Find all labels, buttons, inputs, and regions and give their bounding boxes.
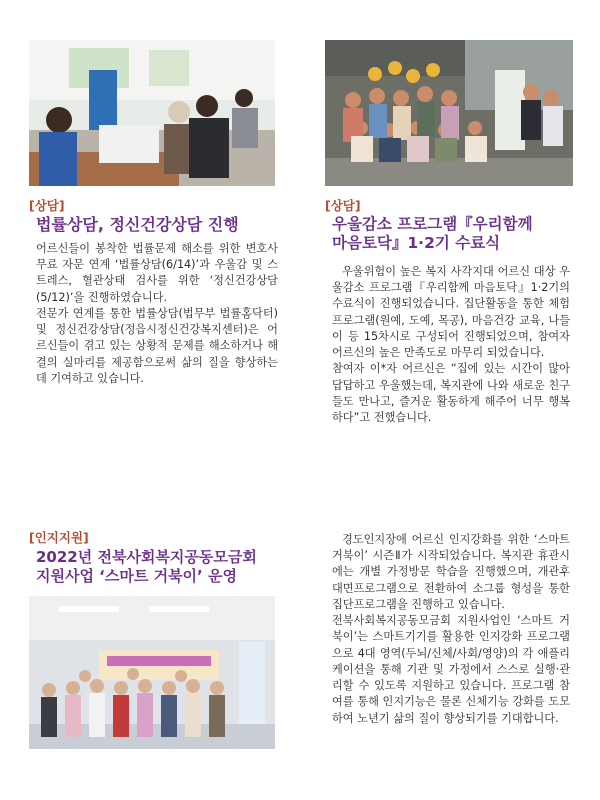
section4-paragraph: 전북사회복지공동모금회 지원사업인 ‘스마트 거북이’는 스마트기기를 활용한 인지강화 프로그램으로 4대 영역(두뇌/신체/사회/영양)의 각 애플리케이션을 통해 기관 및 가정에서 스스로 실행·관리할 수 있도록 지원하고 있습니다. 프로그램 참여를 통해 인지기능은 물론 신체기능 강화를 도모하여 노년기 삶의 질이 향상되기를 기대합니다. bbox=[332, 614, 570, 725]
section1-paragraph: 어르신들이 봉착한 법률문제 해소를 위한 변호사 무료 자문 연계 ‘법률상담(6/14)’과 우울감 및 스트레스, 혈관상태 검사를 위한 ‘정신건강상담(5/12)’을 진행하였습니다. bbox=[36, 242, 278, 304]
section1-paragraph: 전문가 연계를 통한 법률상담(법무부 법률홈닥터) 및 정신건강상담(정읍시정신건강복지센터)은 어르신들이 겪고 있는 상황적 문제를 해소하거나 해결의 실마리를 제공함으로써 삶의 질을 향상하는데 기여하고 있습니다. bbox=[36, 306, 278, 385]
section3-category: [인지지원] bbox=[29, 530, 89, 545]
section1-title: 법률상담, 정신건강상담 진행 bbox=[36, 215, 239, 234]
section2-body bbox=[332, 264, 570, 426]
section1-category: [상담] bbox=[29, 198, 65, 213]
section2-paragraph: 우울위험이 높은 복지 사각지대 어르신 대상 우울감소 프로그램『우리함께 마음토닥』1·2기의 수료식이 진행되었습니다. 집단활동을 통한 체험프로그램(원예, 도예, 목공), 마음건강 교육, 나들이 등 15차시로 구성되어 진행되었으며, 참여자 어르신의 높은 만족도로 마무리 되었습니다. bbox=[332, 265, 570, 360]
section2-category: [상담] bbox=[325, 198, 361, 213]
section4-body bbox=[332, 532, 570, 727]
section3-title: 2022년 전북사회복지공동모금회 지원사업 ‘스마트 거북이’ 운영 bbox=[36, 548, 257, 585]
section2-title: 우울감소 프로그램『우리함께 마음토닥』1·2기 수료식 bbox=[332, 215, 533, 253]
photo-counseling bbox=[29, 40, 275, 186]
photo-group-completion bbox=[325, 40, 573, 186]
section2-paragraph: 참여자 이*자 어르신은 “집에 있는 시간이 많아 답답하고 우울했는데, 복지관에 나와 새로운 친구들도 만나고, 즐거운 활동하게 해주어 너무 행복하다”고 전했습니다. bbox=[332, 362, 570, 425]
photo-smart-turtle-group bbox=[29, 596, 275, 749]
section4-paragraph: 경도인지장애 어르신 인지강화를 위한 ‘스마트 거북이’ 시즌Ⅱ가 시작되었습니다. 복지관 휴관시에는 개별 가정방문 학습을 진행했으며, 개관후 대면프로그램으로 전환하여 소그룹 형성을 통한 집단프로그램을 진행하고 있습니다. bbox=[332, 533, 570, 611]
section1-body bbox=[36, 241, 278, 387]
